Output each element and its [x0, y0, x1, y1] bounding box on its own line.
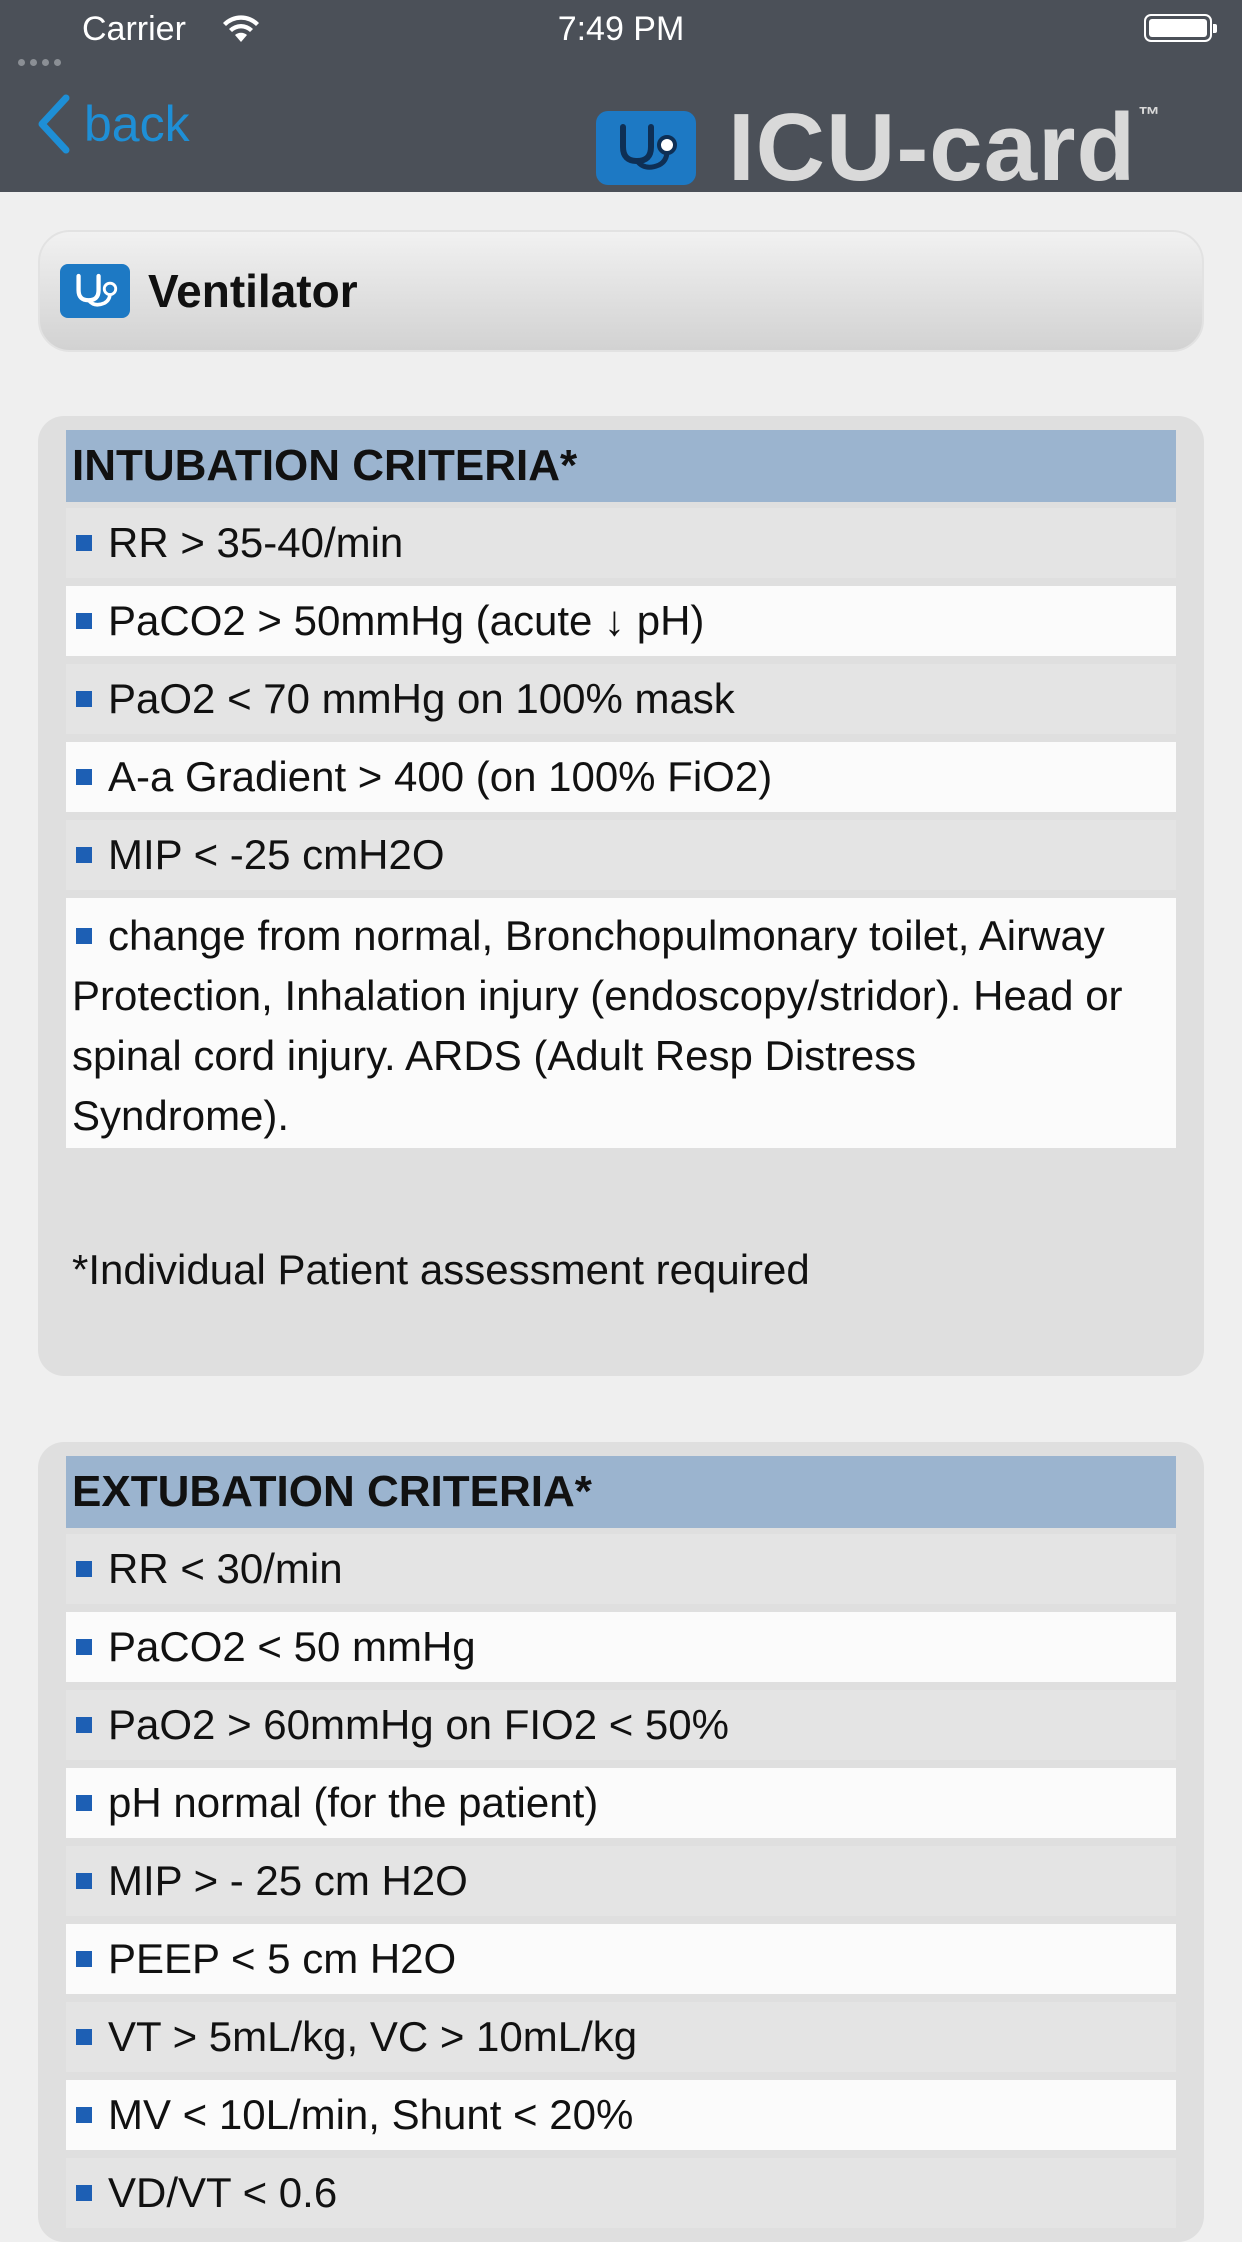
bullet-icon [76, 2107, 92, 2123]
back-button[interactable] [36, 92, 190, 156]
stethoscope-icon [596, 111, 696, 185]
footnote: *Individual Patient assessment required [72, 1246, 810, 1293]
app-logo [596, 94, 1162, 201]
list-item: MV < 10L/min, Shunt < 20% [66, 2080, 1176, 2150]
bullet-icon [76, 847, 92, 863]
logo-text: ICU-card™ [728, 94, 1162, 201]
bullet-icon [76, 691, 92, 707]
list-item: VD/VT < 0.6 [66, 2158, 1176, 2228]
stethoscope-icon [60, 264, 130, 318]
bullet-icon [76, 1795, 92, 1811]
section-header [38, 230, 1204, 352]
section-title: Ventilator [148, 265, 358, 317]
chevron-left-icon [36, 94, 70, 154]
list-item: VT > 5mL/kg, VC > 10mL/kg [66, 2002, 1176, 2072]
bullet-icon [76, 1639, 92, 1655]
bullet-icon [76, 2029, 92, 2045]
list-item: PaO2 > 60mmHg on FIO2 < 50% [66, 1690, 1176, 1760]
list-item: PEEP < 5 cm H2O [66, 1924, 1176, 1994]
bullet-icon [76, 535, 92, 551]
bullet-icon [76, 1717, 92, 1733]
bullet-icon [76, 928, 92, 944]
extubation-header: EXTUBATION CRITERIA* [66, 1456, 1176, 1528]
bullet-icon [76, 1873, 92, 1889]
back-label: back [84, 96, 190, 152]
bullet-icon [76, 769, 92, 785]
navigation-bar [0, 0, 1242, 201]
carrier-label: Carrier [82, 10, 186, 48]
extubation-card [38, 1442, 1204, 2242]
list-item: PaO2 < 70 mmHg on 100% mask [66, 664, 1176, 734]
list-item: MIP < -25 cmH2O [66, 820, 1176, 890]
bullet-icon [76, 613, 92, 629]
list-item: RR < 30/min [66, 1534, 1176, 1604]
intubation-card [38, 416, 1204, 1376]
bullet-icon [76, 1951, 92, 1967]
intubation-list [66, 508, 1176, 1156]
battery-icon [1144, 14, 1212, 42]
list-item: PaCO2 < 50 mmHg [66, 1612, 1176, 1682]
intubation-header: INTUBATION CRITERIA* [66, 430, 1176, 502]
status-bar [0, 0, 1242, 60]
extubation-list [66, 1534, 1176, 2236]
list-item: A-a Gradient > 400 (on 100% FiO2) [66, 742, 1176, 812]
list-item: PaCO2 > 50mmHg (acute ↓ pH) [66, 586, 1176, 656]
bullet-icon [76, 2185, 92, 2201]
list-item: MIP > - 25 cm H2O [66, 1846, 1176, 1916]
list-item: RR > 35-40/min [66, 508, 1176, 578]
clock: 7:49 PM [557, 10, 685, 48]
list-item: change from normal, Bronchopulmonary toilet, Airway Protection, Inhalation injury (endoscopy/stridor). Head or spinal cord injury. ARDS (Adult Resp Distress Syndrome). [66, 898, 1176, 1148]
bullet-icon [76, 1561, 92, 1577]
list-item: pH normal (for the patient) [66, 1768, 1176, 1838]
